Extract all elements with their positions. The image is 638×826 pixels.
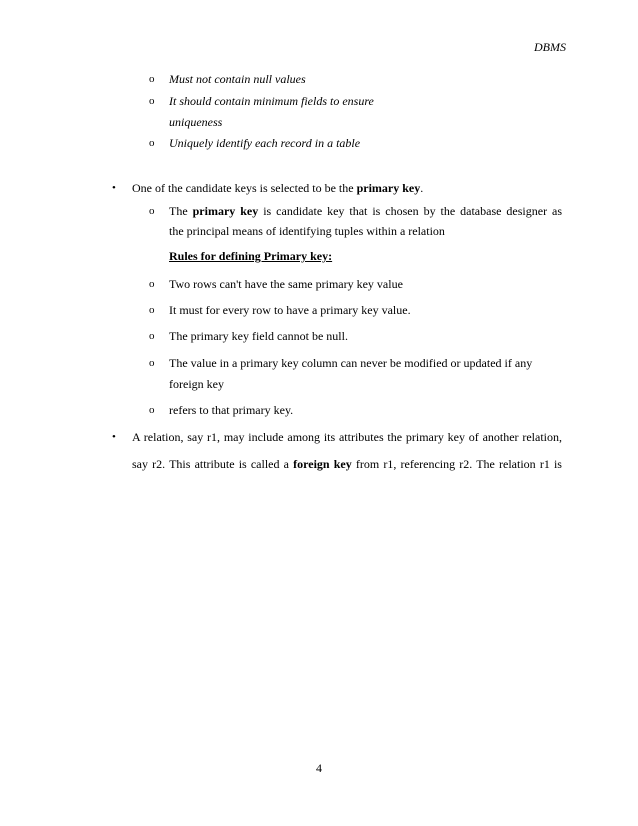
- candidate-rule-2: It should contain minimum fields to ensure: [169, 94, 374, 108]
- foreign-key-para-line2: [132, 457, 562, 471]
- pk-rule-2: It must for every row to have a primary key value.: [169, 303, 411, 317]
- definition-text: is candidate key that is chosen by the database designer as: [258, 204, 563, 218]
- bullet-o: o: [149, 304, 155, 316]
- bullet-o: o: [149, 278, 155, 290]
- candidate-rule-3: Uniquely identify each record in a table: [169, 136, 361, 150]
- intro-bold-term: primary key: [356, 181, 421, 195]
- foreign-text: from r1, referencing r2. The relation r1 is: [351, 457, 562, 471]
- page-number: 4: [316, 761, 322, 775]
- foreign-key-para-line1: A relation, say r1, may include among its attributes the primary key of another relation,: [132, 430, 562, 444]
- foreign-text: say r2. This attribute is called a: [132, 457, 294, 471]
- primary-key-intro: [132, 181, 423, 195]
- bullet-dot: •: [112, 182, 116, 194]
- pk-rule-3: The primary key field cannot be null.: [169, 329, 348, 343]
- primary-key-definition-line1: [169, 204, 562, 218]
- intro-period: .: [420, 181, 424, 195]
- pk-rule-5: refers to that primary key.: [169, 403, 294, 417]
- foreign-bold-term: foreign key: [293, 457, 352, 471]
- bullet-o: o: [149, 73, 155, 85]
- definition-text: The: [169, 204, 193, 218]
- bullet-o: o: [149, 330, 155, 342]
- candidate-rule-2-continued: uniqueness: [169, 115, 223, 129]
- candidate-rule-1: Must not contain null values: [169, 72, 306, 86]
- definition-bold-term: primary key: [192, 204, 259, 218]
- header-title: DBMS: [534, 40, 566, 54]
- bullet-o: o: [149, 357, 155, 369]
- bullet-o: o: [149, 137, 155, 149]
- bullet-o: o: [149, 205, 155, 217]
- intro-text: One of the candidate keys is selected to be the: [132, 181, 357, 195]
- bullet-dot: •: [112, 431, 116, 443]
- rules-heading: Rules for defining Primary key:: [169, 249, 333, 263]
- pk-rule-1: Two rows can't have the same primary key value: [169, 277, 403, 291]
- pk-rule-4-continued: foreign key: [169, 377, 224, 391]
- bullet-o: o: [149, 404, 155, 416]
- primary-key-definition-line2: the principal means of identifying tuples within a relation: [169, 224, 445, 238]
- pk-rule-4: The value in a primary key column can never be modified or updated if any: [169, 356, 533, 370]
- bullet-o: o: [149, 95, 155, 107]
